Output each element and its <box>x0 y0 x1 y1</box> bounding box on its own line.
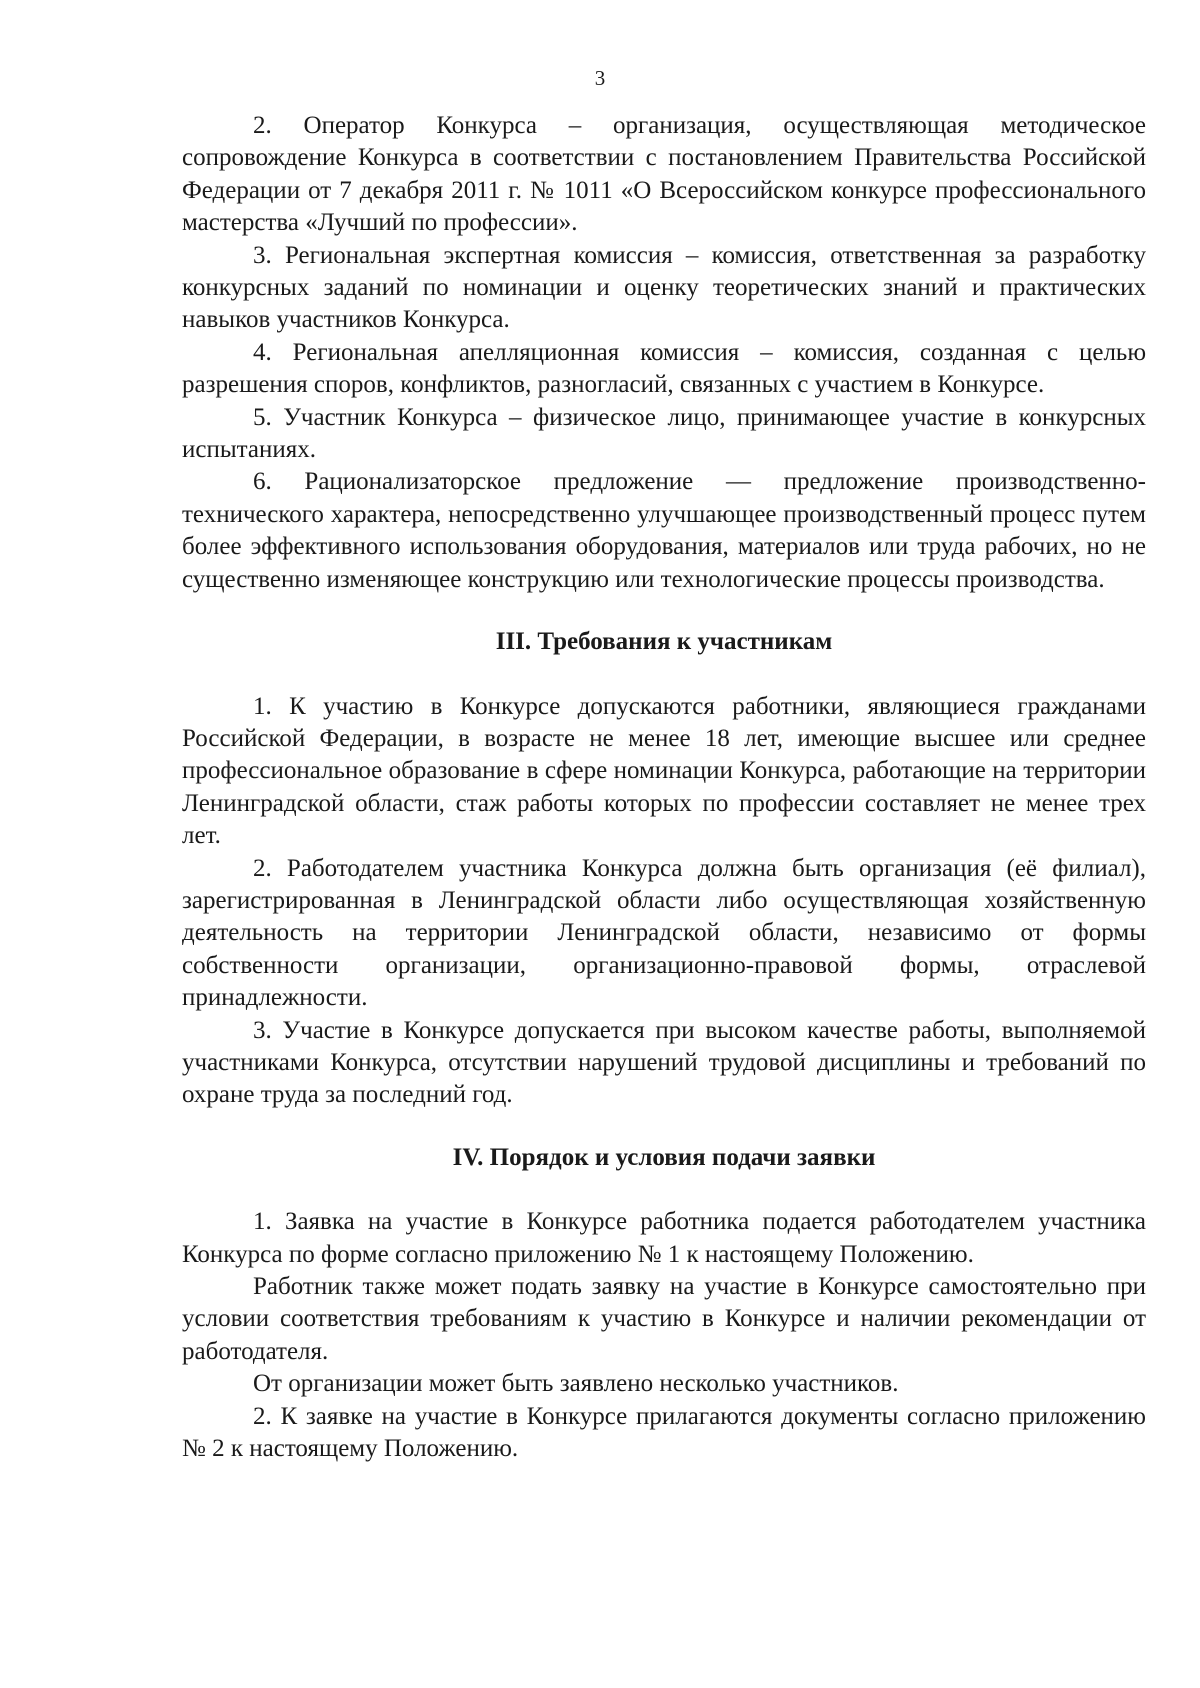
paragraph: 1. К участию в Конкурсе допускаются работники, являющиеся гражданами Российской Федерации, в возрасте не менее 18 лет, имеющие высшее или среднее профессиональное образование в сфере номинации Конкурса, работающие на территории Ленинградской области, стаж работы которых по профессии составляет не менее трех лет. <box>182 692 1146 850</box>
page-number: 3 <box>594 66 606 90</box>
paragraph: 6. Рационализаторское предложение — предложение производственно-технического характера, непосредственно улучшающее производственный процесс путем более эффективного использования оборудования, материалов или труда рабочих, но не существенно изменяющее конструкцию или технологические процессы производства. <box>182 468 1146 593</box>
paragraph: 1. Заявка на участие в Конкурсе работника подается работодателем участника Конкурса по форме согласно приложению № 1 к настоящему Положению. <box>182 1208 1146 1268</box>
document-body <box>182 110 1146 1465</box>
section-heading-application: IV. Порядок и условия подачи заявки <box>452 1143 876 1171</box>
paragraph: 3. Региональная экспертная комиссия – комиссия, ответственная за разработку конкурсных заданий по номинации и оценку теоретических знаний и практических навыков участников Конкурса. <box>182 241 1146 334</box>
paragraph: 4. Региональная апелляционная комиссия – комиссия, созданная с целью разрешения споров, конфликтов, разногласий, связанных с участием в Конкурсе. <box>182 338 1146 399</box>
paragraph: 5. Участник Конкурса – физическое лицо, принимающее участие в конкурсных испытаниях. <box>182 403 1146 464</box>
paragraph: 2. Работодателем участника Конкурса должна быть организация (её филиал), зарегистрированная в Ленинградской области либо осуществляющая хозяйственную деятельность на территории Ленинградской области, независимо от формы собственности организации, организационно-правовой формы, отраслевой принадлежности. <box>182 854 1146 1012</box>
section-heading-requirements: III. Требования к участникам <box>495 628 833 656</box>
paragraph: От организации может быть заявлено несколько участников. <box>253 1370 899 1398</box>
paragraph: Работник также может подать заявку на участие в Конкурсе самостоятельно при условии соответствия требованиям к участию в Конкурсе и наличии рекомендации от работодателя. <box>182 1273 1146 1365</box>
paragraph: 2. Оператор Конкурса – организация, осуществляющая методическое сопровождение Конкурса в соответствии с постановлением Правительства Российской Федерации от 7 декабря 2011 г. № 1011 «О Всероссийском конкурсе профессионального мастерства «Лучший по профессии». <box>182 112 1146 237</box>
paragraph: 3. Участие в Конкурсе допускается при высоком качестве работы, выполняемой участниками Конкурса, отсутствии нарушений трудовой дисциплины и требований по охране труда за последний год. <box>182 1016 1146 1109</box>
paragraph: 2. К заявке на участие в Конкурсе прилагаются документы согласно приложению № 2 к настоящему Положению. <box>182 1402 1146 1463</box>
